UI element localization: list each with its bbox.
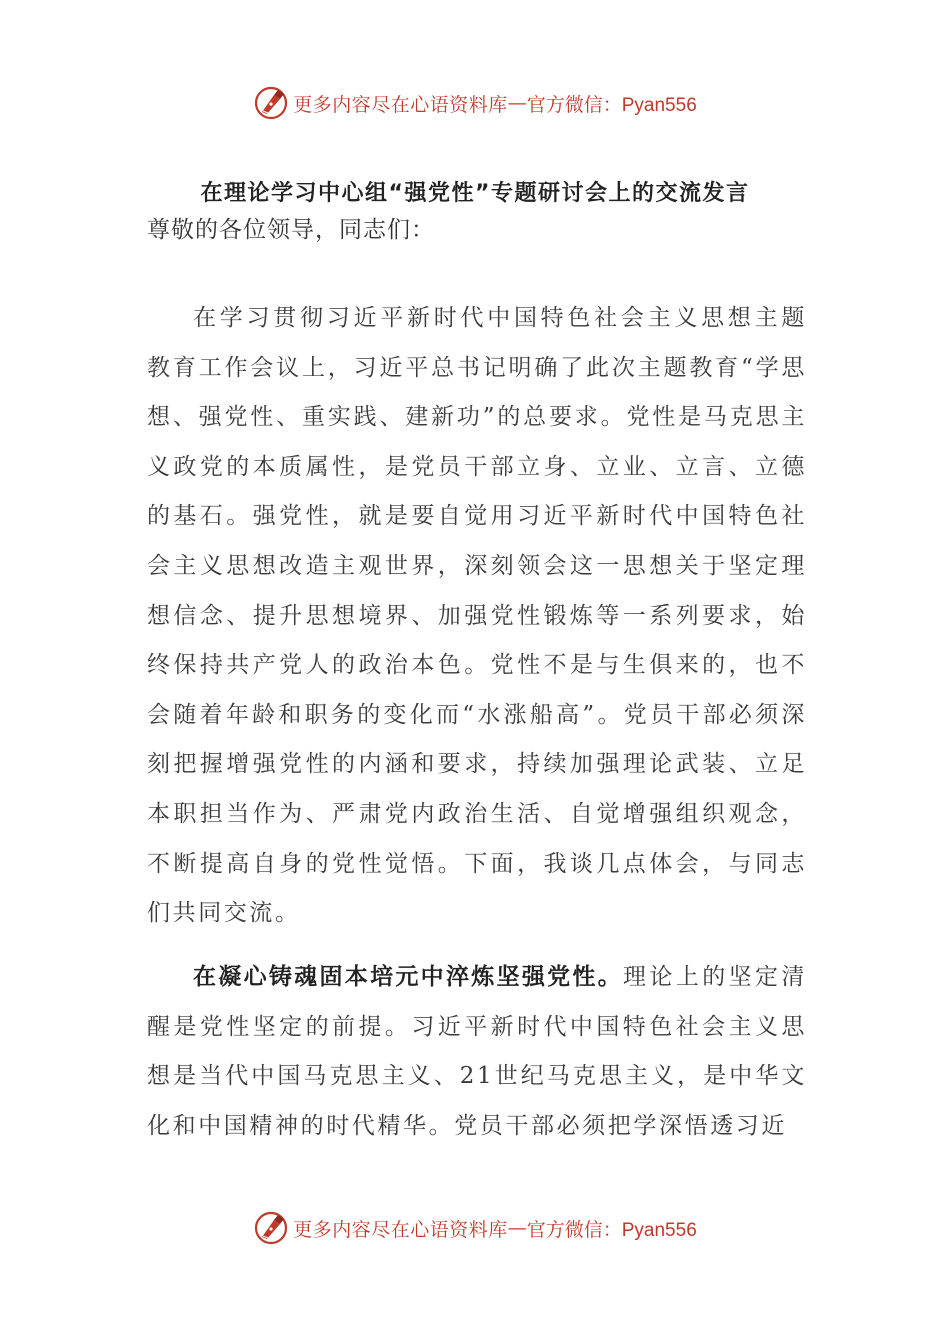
paragraph-2-lead: 在凝心铸魂固本培元中淬炼坚强党性。 [193,964,624,990]
header-banner-text: 更多内容尽在心语资料库 [293,93,508,116]
header-banner-dash: — [507,92,527,114]
header-banner [0,83,950,123]
salutation: 尊敬的各位领导，同志们： [147,217,435,243]
footer-banner [0,1208,950,1248]
paragraph-2 [147,953,807,1151]
pen-nib-logo-icon [253,85,289,121]
document-title: 在理论学习中心组“强党性”专题研讨会上的交流发言 [200,181,750,206]
header-banner-wechat: 官方微信：Pyan556 [526,94,697,116]
paragraph-1: 在学习贯彻习近平新时代中国特色社会主义思想主题教育工作会议上，习近平总书记明确了此次主题教育“学思想、强党性、重实践、建新功”的总要求。党性是马克思主义政党的本质属性，是党员干部立身、立业、立言、立德的基石。强党性，就是要自觉用习近平新时代中国特色社会主义思想改造主观世界，深刻领会这一思想关于坚定理想信念、提升思想境界、加强党性锻炼等一系列要求，始终保持共产党人的政治本色。党性不是与生俱来的，也不会随着年龄和职务的变化而“水涨船高”。党员干部必须深刻把握增强党性的内涵和要求，持续加强理论武装、立足本职担当作为、严肃党内政治生活、自觉增强组织观念，不断提高自身的党性觉悟。下面，我谈几点体会，与同志们共同交流。 [147,305,807,927]
footer-banner-wechat: 官方微信：Pyan556 [526,1219,697,1241]
paragraph-2-body: 理论上的坚定清醒是党性坚定的前提。习近平新时代中国特色社会主义思想是当代中国马克思主义、21世纪马克思主义，是中华文化和中国精神的时代精华。党员干部必须把学深悟透习近 [147,964,808,1139]
footer-banner-text: 更多内容尽在心语资料库 [293,1218,508,1241]
pen-nib-logo-icon [253,1210,289,1246]
footer-banner-dash: — [507,1217,527,1239]
